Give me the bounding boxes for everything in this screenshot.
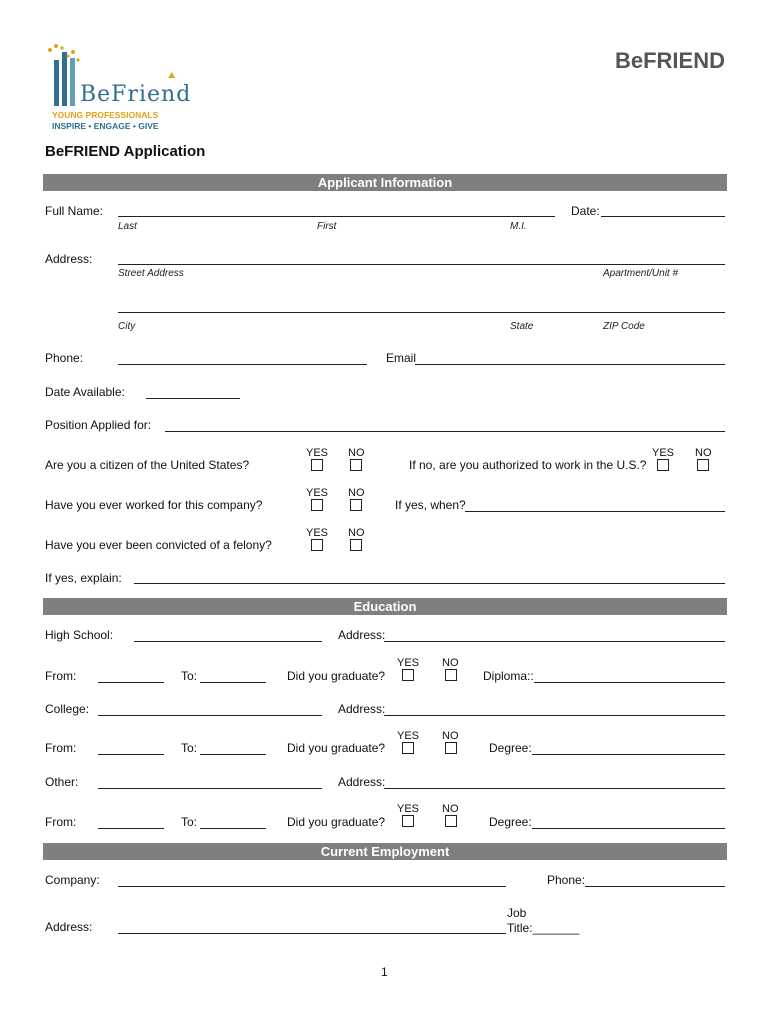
email-label: Email	[386, 351, 417, 365]
other-no-checkbox[interactable]	[445, 815, 457, 827]
felony-yes-label: YES	[306, 527, 329, 539]
other-from-field[interactable]	[98, 828, 164, 829]
hs-from-label: From:	[45, 669, 77, 683]
authorized-yes-checkbox[interactable]	[657, 459, 669, 471]
full-name-field[interactable]	[118, 216, 555, 217]
mi-caption: M.I.	[510, 221, 527, 232]
logo-tagline-1: YOUNG PROFESSIONALS	[52, 110, 159, 120]
phone-label: Phone:	[45, 351, 84, 365]
high-school-address-label: Address:	[338, 628, 386, 642]
section-education: Education	[43, 598, 727, 615]
other-no-label: NO	[442, 803, 459, 815]
diploma-field[interactable]	[534, 682, 725, 683]
when-label: If yes, when?	[395, 498, 466, 512]
date-available-label: Date Available:	[45, 385, 125, 399]
first-caption: First	[317, 221, 337, 232]
other-yes-checkbox[interactable]	[402, 815, 414, 827]
other-degree-label: Degree:	[489, 815, 532, 829]
page-title: BeFRIEND Application	[45, 143, 206, 160]
phone-field[interactable]	[118, 364, 367, 365]
explain-field[interactable]	[134, 583, 725, 584]
logo-tagline-2: INSPIRE • ENGAGE • GIVE	[52, 121, 159, 131]
employer-address-label: Address:	[45, 920, 93, 934]
address-label: Address:	[45, 252, 93, 266]
college-field[interactable]	[98, 715, 322, 716]
worked-yes-label: YES	[306, 487, 329, 499]
citizen-no-label: NO	[348, 447, 365, 459]
when-field[interactable]	[465, 511, 725, 512]
other-to-label: To:	[181, 815, 198, 829]
worked-question: Have you ever worked for this company?	[45, 498, 263, 512]
last-caption: Last	[118, 221, 137, 232]
other-graduate-question: Did you graduate?	[287, 815, 386, 829]
other-address-field[interactable]	[384, 788, 725, 789]
college-degree-label: Degree:	[489, 741, 532, 755]
hs-to-field[interactable]	[200, 682, 266, 683]
worked-no-checkbox[interactable]	[350, 499, 362, 511]
city-state-zip-field[interactable]	[118, 312, 725, 313]
other-yes-label: YES	[397, 803, 420, 815]
section-current-employment: Current Employment	[43, 843, 727, 860]
employer-address-field[interactable]	[118, 933, 506, 934]
company-label: Company:	[45, 873, 100, 887]
authorized-yes-label: YES	[652, 447, 675, 459]
date-field[interactable]	[601, 216, 725, 217]
citizen-yes-label: YES	[306, 447, 329, 459]
diploma-label: Diploma::	[483, 669, 534, 683]
date-label: Date:	[571, 204, 600, 218]
authorized-no-checkbox[interactable]	[697, 459, 709, 471]
college-graduate-question: Did you graduate?	[287, 741, 386, 755]
authorized-question: If no, are you authorized to work in the U.S.?	[409, 458, 647, 472]
street-address-field[interactable]	[118, 264, 725, 265]
employer-phone-label: Phone:	[547, 873, 586, 887]
citizen-yes-checkbox[interactable]	[311, 459, 323, 471]
logo	[40, 42, 190, 134]
felony-question: Have you ever been convicted of a felony?	[45, 538, 272, 552]
college-no-label: NO	[442, 730, 459, 742]
college-from-field[interactable]	[98, 754, 164, 755]
felony-yes-checkbox[interactable]	[311, 539, 323, 551]
hs-from-field[interactable]	[98, 682, 164, 683]
college-yes-checkbox[interactable]	[402, 742, 414, 754]
other-from-label: From:	[45, 815, 77, 829]
other-field[interactable]	[98, 788, 322, 789]
college-no-checkbox[interactable]	[445, 742, 457, 754]
position-label: Position Applied for:	[45, 418, 152, 432]
city-caption: City	[118, 321, 136, 332]
explain-label: If yes, explain:	[45, 571, 122, 585]
zip-caption: ZIP Code	[603, 321, 645, 332]
college-degree-field[interactable]	[532, 754, 725, 755]
hs-to-label: To:	[181, 669, 198, 683]
felony-no-label: NO	[348, 527, 365, 539]
college-to-field[interactable]	[200, 754, 266, 755]
email-field[interactable]	[415, 364, 725, 365]
position-field[interactable]	[165, 431, 725, 432]
felony-no-checkbox[interactable]	[350, 539, 362, 551]
high-school-field[interactable]	[134, 641, 322, 642]
other-label: Other:	[45, 775, 79, 789]
state-caption: State	[510, 321, 534, 332]
college-address-label: Address:	[338, 702, 386, 716]
worked-no-label: NO	[348, 487, 365, 499]
other-degree-field[interactable]	[532, 828, 725, 829]
other-address-label: Address:	[338, 775, 386, 789]
hs-graduate-question: Did you graduate?	[287, 669, 386, 683]
full-name-label: Full Name:	[45, 204, 104, 218]
street-caption: Street Address	[118, 268, 184, 279]
college-address-field[interactable]	[384, 715, 725, 716]
job-title-field[interactable]: Title:_______	[507, 921, 580, 935]
worked-yes-checkbox[interactable]	[311, 499, 323, 511]
college-to-label: To:	[181, 741, 198, 755]
job-label: Job	[507, 906, 527, 920]
other-to-field[interactable]	[200, 828, 266, 829]
college-label: College:	[45, 702, 90, 716]
hs-yes-checkbox[interactable]	[402, 669, 414, 681]
citizen-no-checkbox[interactable]	[350, 459, 362, 471]
date-available-field[interactable]	[146, 398, 240, 399]
college-from-label: From:	[45, 741, 77, 755]
section-applicant-information: Applicant Information	[43, 174, 727, 191]
brand-heading: BeFRIEND	[614, 48, 725, 73]
high-school-address-field[interactable]	[384, 641, 725, 642]
page-number: 1	[381, 965, 388, 979]
high-school-label: High School:	[45, 628, 114, 642]
hs-no-label: NO	[442, 657, 459, 669]
apt-caption: Apartment/Unit #	[603, 268, 679, 279]
citizen-question: Are you a citizen of the United States?	[45, 458, 250, 472]
logo-wordmark: BeFriend	[80, 82, 192, 107]
company-field[interactable]	[118, 886, 506, 887]
college-yes-label: YES	[397, 730, 420, 742]
hs-no-checkbox[interactable]	[445, 669, 457, 681]
hs-yes-label: YES	[397, 657, 420, 669]
employer-phone-field[interactable]	[585, 886, 725, 887]
authorized-no-label: NO	[695, 447, 712, 459]
